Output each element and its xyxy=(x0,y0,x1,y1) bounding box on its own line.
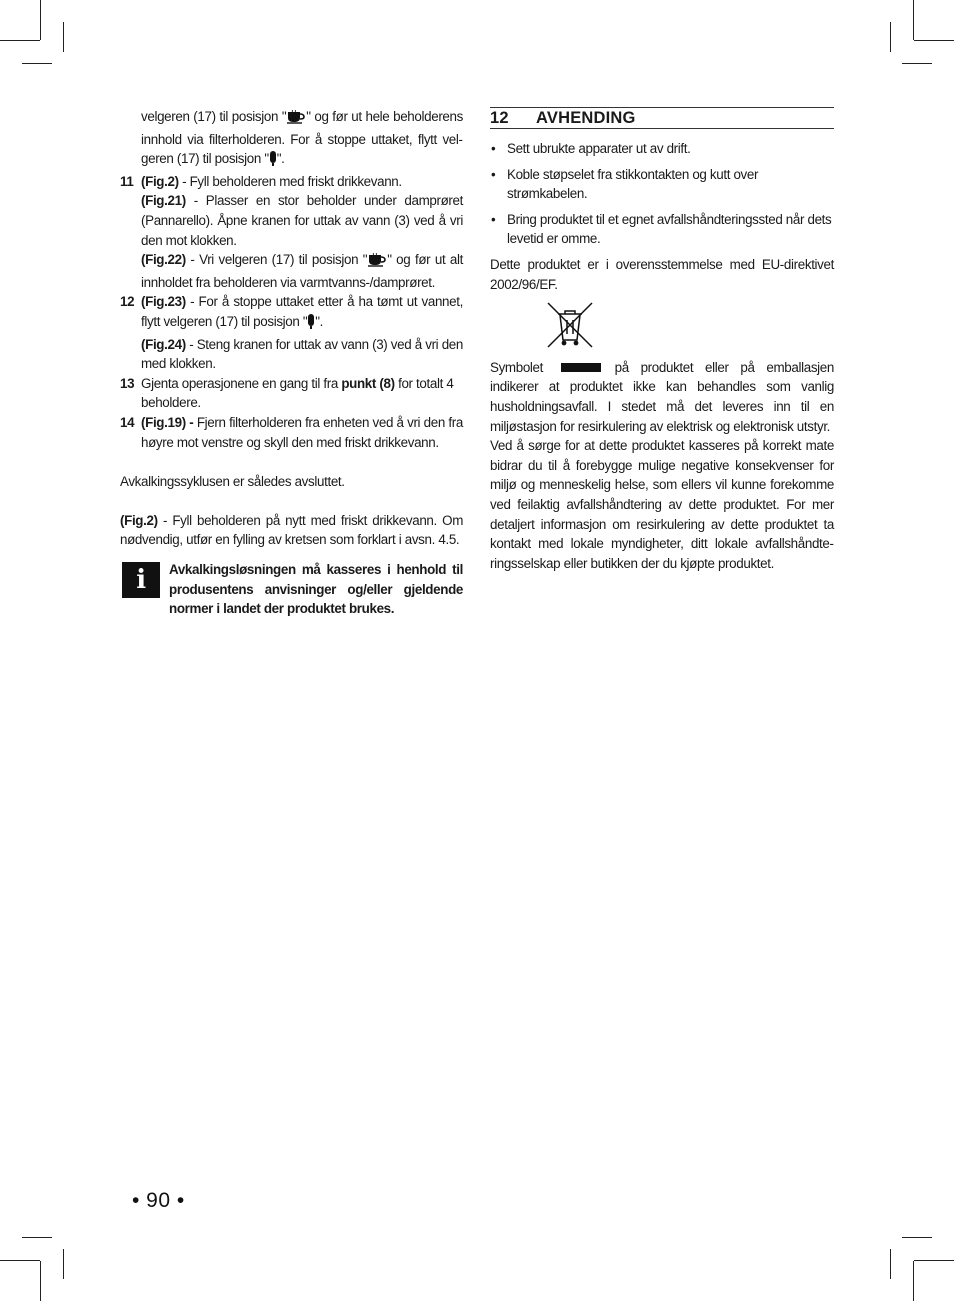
step-13: 13 Gjenta operasjonene en gang til fra punkt (8) for totalt 4 beholdere. xyxy=(120,375,454,411)
list-item: • Koble støpselet fra stikkontakten og kutt over strømkabelen. xyxy=(490,165,834,204)
page-number: • 90 • xyxy=(132,1189,185,1212)
info-note xyxy=(120,560,463,619)
step-12: 12 (Fig.23) - For å stoppe uttaket etter å ha tømt ut vannet, flytt velgeren (17) til posisjon " ". (Fig.24) - Steng kranen for uttak av vann (3) ved å vri den med klokken. xyxy=(120,294,463,372)
step-14: 14 (Fig.19) - Fjern filterholderen fra enheten ved å vri den fra høyre mot venstre og skyll den med friskt drikkevann. xyxy=(120,414,463,450)
step-number: 11 xyxy=(120,173,134,189)
step-number: 14 xyxy=(120,414,135,430)
refill-paragraph: (Fig.2) - Fyll beholderen på nytt med friskt drikkevann. Om nødvendig, utfør en fylling av kretsen som forklart i avsn. 4.5. xyxy=(120,512,463,548)
section-title: AVHENDING xyxy=(536,109,636,127)
intro-paragraph: velgeren (17) til posisjon " " og før ut hele beholderens innhold via filterholderen. For å stoppe uttaket, flytt velgeren (17) til posisjon " ". xyxy=(120,107,463,172)
steam-wand-icon xyxy=(269,151,277,172)
section-heading xyxy=(490,107,834,129)
section-number: 12 xyxy=(490,109,509,127)
step-11: 11 (Fig.2) - Fyll beholderen med friskt drikkevann. (Fig.21) - Plasser en stor beholder under damprøret (Pannarello). Åpne kranen for uttak av vann (3) ved å vri den mot klokken. (Fig.22) - Vri velgeren (17) til posisjon " " og før ut alt innholdet fra beholderen via varmtvanns-/damprøret. xyxy=(120,173,463,290)
directive-text: Dette produktet er i overensstemmelse med EU-direktivet 2002/96/EF. xyxy=(490,256,834,292)
disposal-paragraph: Ved å sørge for at dette produktet kasseres på korrekt mate bidrar du til å forebygge mulige negative konsekvenser for miljø og menneskelig helse, som ellers vil kunne forekomme ved feilaktig avfallshåndtering av dette produktet. For mer detaljert informasjon om resirkulering av dette produktet ta kontakt med lokale myndigheter, ditt lokale avfallshåndteringsselskap eller butikken der du kjøpte produktet. xyxy=(490,438,834,571)
step-number: 13 xyxy=(120,375,135,391)
coffee-cup-icon xyxy=(286,110,306,130)
disposal-steps-list xyxy=(490,139,834,249)
info-icon: i xyxy=(122,562,160,598)
crossed-wheelie-bin-icon xyxy=(545,300,834,356)
symbol-paragraph: Symbolet på produktet eller på emballasjen indikerer at produktet ikke kan behandles som vanlig husholdningsavfall. I stedet må det leveres inn til en miljøstasjon for resirkulering av elektrisk og elektronisk utstyr. xyxy=(490,359,834,434)
cycle-done-text: Avkalkingssyklusen er således avsluttet. xyxy=(120,473,345,489)
black-bar-symbol-icon xyxy=(561,363,601,372)
left-column xyxy=(120,107,463,619)
right-column xyxy=(490,107,834,573)
info-text: Avkalkingsløsningen må kasseres i henhold til produsentens anvisninger og/eller gjeldende normer i landet der produktet brukes. xyxy=(169,562,463,617)
list-item: • Bring produktet til et egnet avfallshåndteringssted når dets levetid er omme. xyxy=(490,210,834,249)
step-number: 12 xyxy=(120,294,135,310)
list-item: • Sett ubrukte apparater ut av drift. xyxy=(490,139,834,159)
coffee-cup-icon xyxy=(367,253,387,273)
